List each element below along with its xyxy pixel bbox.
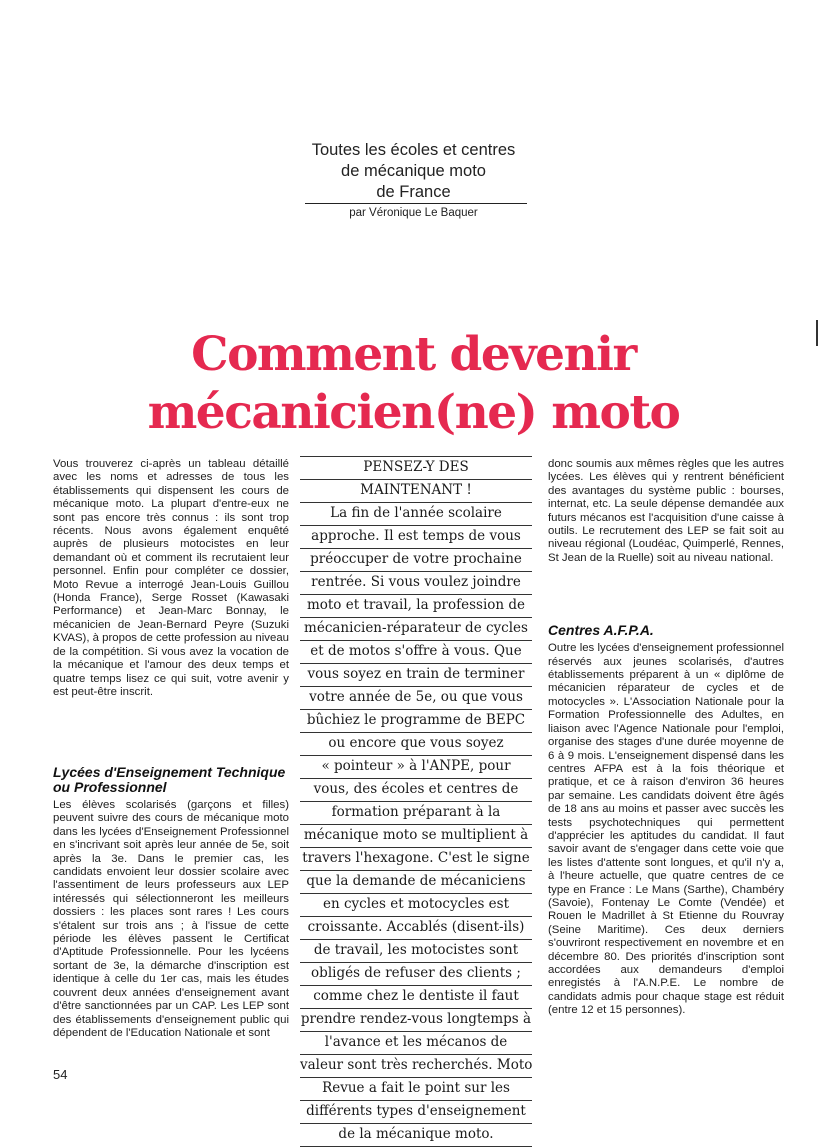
- left-column: [53, 458, 289, 1040]
- sidebar-line: Revue a fait le point sur les: [300, 1078, 532, 1101]
- lycees-paragraph: Les élèves scolarisés (garçons et filles) peuvent suivre des cours de mécanique moto dans les lycées d'Enseignement Professionnel en s'incrivant soit après leur année de 5e, soit après la 3e. Dans le premier cas, les candidats envoient leur dossier scolaire avec l'assentiment de leurs professeurs aux LEP intéressés qui sélectionneront les meilleurs dossiers : les places sont rares ! Les cours s'étalent sur trois ans ; à l'issue de cette période les élèves passent le Certificat d'Aptitude Professionnelle. Pour les lycéens sortant de 3e, la démarche d'inscription est identique à celle du 1er cas, mais les études couvrent deux années d'enseignement avant d'être sanctionnées par un CAP. Les LEP sont des établissements d'enseignement public qui dépendent de l'Education Nationale et sont: [53, 799, 289, 1039]
- sidebar-line: prendre rendez-vous longtemps à: [300, 1009, 532, 1032]
- sidebar-line: vous, des écoles et centres de: [300, 779, 532, 802]
- sidebar-line: travers l'hexagone. C'est le signe: [300, 848, 532, 871]
- kicker: [0, 140, 827, 203]
- sidebar-line: PENSEZ-Y DES: [300, 456, 532, 480]
- article-title: [0, 326, 827, 442]
- sidebar-line: l'avance et les mécanos de: [300, 1032, 532, 1055]
- kicker-line-1: Toutes les écoles et centres: [311, 141, 516, 159]
- sidebar-line: vous soyez en train de terminer: [300, 664, 532, 687]
- sidebar-line: différents types d'enseignement: [300, 1101, 532, 1124]
- sidebar-line: « pointeur » à l'ANPE, pour: [300, 756, 532, 779]
- sidebar-line: comme chez le dentiste il faut: [300, 986, 532, 1009]
- sidebar-line: MAINTENANT !: [300, 480, 532, 503]
- sidebar-line: bûchiez le programme de BEPC: [300, 710, 532, 733]
- intro-paragraph: Vous trouverez ci-après un tableau détaillé avec les noms et adresses de tous les établissements qui dispensent les cours de mécanique moto. La plupart d'entre-eux ne sont pas encore très connus : ils sont trop récents. Nous avons également enquêté auprès de plusieurs motocistes en leur demandant où et comment ils recrutaient leur personnel. Enfin pour compléter ce dossier, Moto Revue a interrogé Jean-Louis Guillou (Honda France), Serge Rosset (Kawasaki Performance) et Jean-Marc Bonnay, le mécanicien de Jean-Bernard Peyre (Suzuki KVAS), à propos de cette profession au niveau de la compétition. Si vous avez la vocation de la mécanique et l'amour des deux temps et quatre temps lisez ce qui suit, votre avenir y est peut-être inscrit.: [53, 458, 289, 698]
- sidebar-line: mécanicien-réparateur de cycles: [300, 618, 532, 641]
- sidebar-line: ou encore que vous soyez: [300, 733, 532, 756]
- sidebar-line: préoccuper de votre prochaine: [300, 549, 532, 572]
- sidebar-line: de travail, les motocistes sont: [300, 940, 532, 963]
- sidebar-line: en cycles et motocycles est: [300, 894, 532, 917]
- lep-continuation-paragraph: donc soumis aux mêmes règles que les autres lycées. Les élèves qui y rentrent bénéficient des avantages du système public : bourses, internat, etc. La seule dépense demandée aux futurs mécanos est l'acquisition d'une caisse à outils. Le recrutement des LEP se fait soit au niveau régional (Loudéac, Quimperlé, Rennes, St Jean de la Ruelle) soit au niveau national.: [548, 458, 784, 564]
- section-heading-lycees: Lycées d'Enseignement Technique ou Professionnel: [53, 764, 286, 795]
- sidebar-line: croissante. Accablés (disent-ils): [300, 917, 532, 940]
- byline: par Véronique Le Baquer: [349, 207, 478, 219]
- section-heading-afpa: Centres A.F.P.A.: [548, 622, 654, 639]
- right-column: [548, 458, 784, 1018]
- sidebar-line: que la demande de mécaniciens: [300, 871, 532, 894]
- sidebar-line: obligés de refuser des clients ;: [300, 963, 532, 986]
- sidebar-line: moto et travail, la profession de: [300, 595, 532, 618]
- page-number: 54: [53, 1067, 68, 1082]
- kicker-divider: [305, 203, 527, 204]
- title-line-1: Comment devenir: [191, 327, 636, 382]
- kicker-line-2: de mécanique moto: [341, 162, 486, 180]
- kicker-line-3: de France: [376, 183, 451, 201]
- sidebar-line: de la mécanique moto.: [300, 1124, 532, 1147]
- sidebar-line: et de motos s'offre à vous. Que: [300, 641, 532, 664]
- sidebar-line: rentrée. Si vous voulez joindre: [300, 572, 532, 595]
- sidebar-line: valeur sont très recherchés. Moto: [300, 1055, 532, 1078]
- sidebar-line: approche. Il est temps de vous: [300, 526, 532, 549]
- sidebar-line: votre année de 5e, ou que vous: [300, 687, 532, 710]
- title-line-2: mécanicien(ne) moto: [147, 385, 680, 440]
- sidebar-line: formation préparant à la: [300, 802, 532, 825]
- sidebar-box: [300, 456, 532, 1147]
- sidebar-line: La fin de l'année scolaire: [300, 503, 532, 526]
- sidebar-line: mécanique moto se multiplient à: [300, 825, 532, 848]
- page-edge-mark: [816, 320, 818, 346]
- afpa-paragraph: Outre les lycées d'enseignement professionnel réservés aux jeunes scolarisés, d'autres établissements préparent à un « diplôme de mécanicien réparateur de cycles et de motocycles ». L'Association Nationale pour la Formation Professionnelle des Adultes, en liaison avec l'Agence Nationale pour l'emploi, organise des stages d'une durée moyenne de 6 à 9 mois. L'enseignement dispensé dans les centres AFPA est à la fois théorique et pratique, et ce à raison d'environ 36 heures par semaine. Les candidats doivent être âgés de 18 ans au moins et passer avec succès les tests psychotechniques qui permettent d'apprécier les aptitudes du candidat. Il faut savoir avant de s'engager dans cette voie que les listes d'attente sont longues, et qu'il n'y a, à l'heure actuelle, que quatre centres de ce type en France : Le Mans (Sarthe), Chambéry (Savoie), Fontenay Le Comte (Vendée) et Rouen le Madrillet à St Etienne du Rouvray (Seine Maritime). Ces deux derniers s'ouvriront respectivement en novembre et en décembre 80. Des priorités d'inscription sont accordées aux demandeurs d'emploi enregistés à l'A.N.P.E. Le nombre de candidats admis pour chaque stage est réduit (entre 12 et 15 personnes).: [548, 642, 784, 1017]
